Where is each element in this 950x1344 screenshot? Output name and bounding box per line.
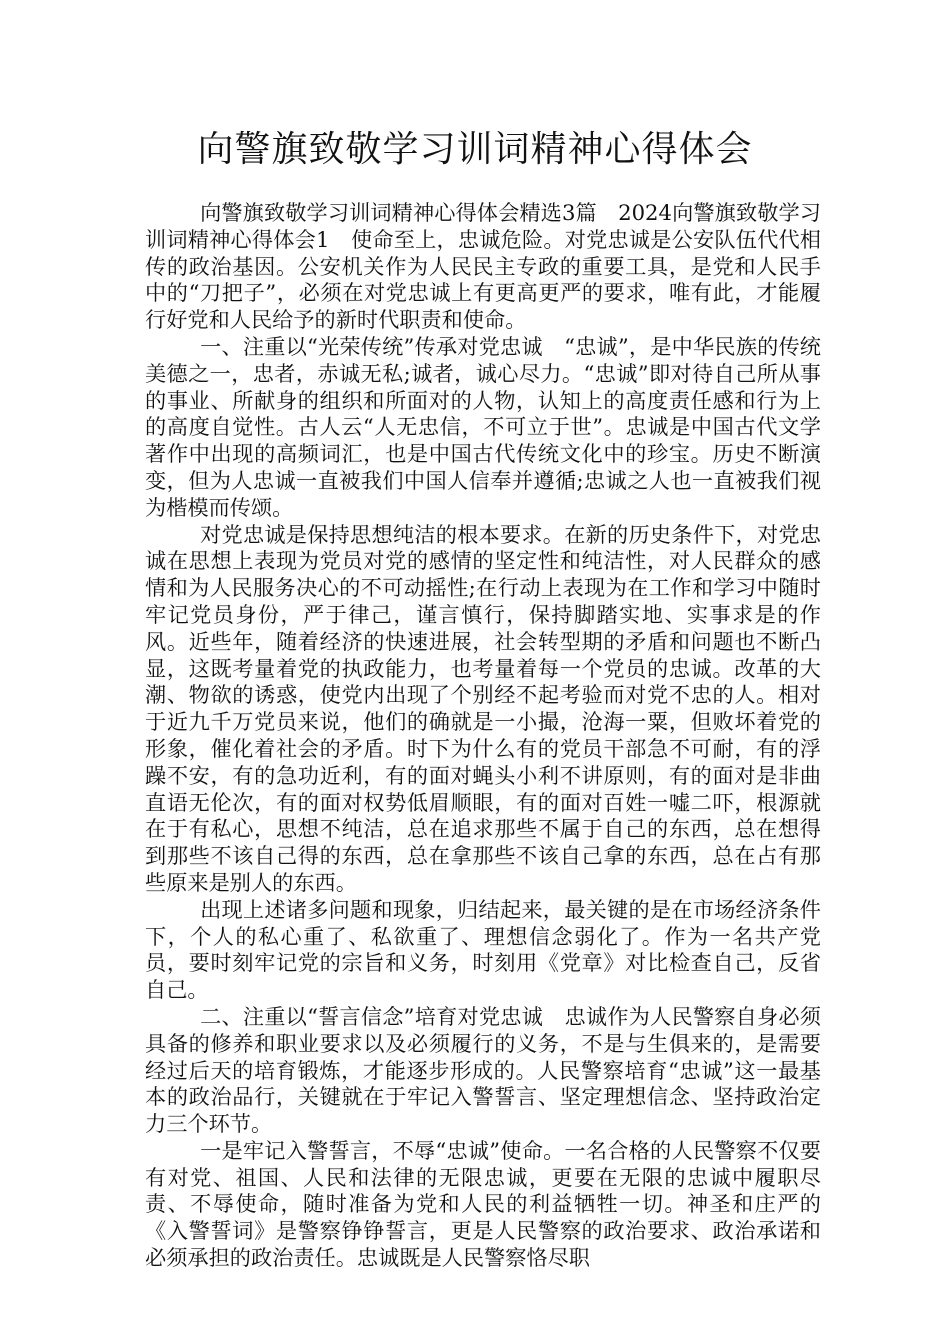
paragraph: 对党忠诚是保持思想纯洁的根本要求。在新的历史条件下，对党忠诚在思想上表现为党员对党的感情的坚定性和纯洁性，对人民群众的感情和为人民服务决心的不可动摇性;在行动上表现为在工作和学习中随时牢记党员身份，严于律己，谨言慎行，保持脚踏实地、实事求是的作风。近些年，随着经济的快速进展，社会转型期的矛盾和问题也不断凸显，这既考量着党的执政能力，也考量着每一个党员的忠诚。改革的大潮、物欲的诱惑，使党内出现了个别经不起考验而对党不忠的人。相对于近九千万党员来说，他们的确就是一小撮，沧海一粟，但败坏着党的形象，催化着社会的矛盾。时下为什么有的党员干部急不可耐，有的浮躁不安，有的急功近利，有的面对蝇头小利不讲原则，有的面对是非曲直语无伦次，有的面对权势低眉顺眼，有的面对百姓一嘘二吓，根源就在于有私心，思想不纯洁，总在追求那些不属于自己的东西，总在想得到那些不该自己得的东西，总在拿那些不该自己拿的东西，总在占有那些原来是别人的东西。	[145, 521, 821, 895]
paragraph: 一是牢记入警誓言，不辱“忠诚”使命。一名合格的人民警察不仅要有对党、祖国、人民和法律的无限忠诚，更要在无限的忠诚中履职尽责、不辱使命，随时准备为党和人民的利益牺牲一切。神圣和庄严的《入警誓词》是警察铮铮誓言，更是人民警察的政治要求、政治承诺和必须承担的政治责任。忠诚既是人民警察恪尽职	[145, 1137, 821, 1271]
paragraph: 一、注重以“光荣传统”传承对党忠诚 “忠诚”，是中华民族的传统美德之一，忠者，赤诚无私;诚者，诚心尽力。“忠诚”即对待自己所从事的事业、所献身的组织和所面对的人物，认知上的高度责任感和行为上的高度自觉性。古人云“人无忠信，不可立于世”。忠诚是中国古代文学著作中出现的高频词汇，也是中国古代传统文化中的珍宝。历史不断演变，但为人忠诚一直被我们中国人信奉并遵循;忠诚之人也一直被我们视为楷模而传颂。	[145, 333, 821, 520]
document-title: 向警旗致敬学习训词精神心得体会	[197, 129, 753, 170]
paragraph: 二、注重以“誓言信念”培育对党忠诚 忠诚作为人民警察自身必须具备的修养和职业要求以及必须履行的义务，不是与生俱来的，是需要经过后天的培育锻炼，才能逐步形成的。人民警察培育“忠诚”这一最基本的政治品行，关键就在于牢记入警誓言、坚定理想信念、坚持政治定力三个环节。	[145, 1003, 821, 1137]
paragraph: 出现上述诸多问题和现象，归结起来，最关键的是在市场经济条件下，个人的私心重了、私欲重了、理想信念弱化了。作为一名共产党员，要时刻牢记党的宗旨和义务，时刻用《党章》对比检查自己，反省自己。	[145, 896, 821, 1003]
document-body	[145, 200, 821, 1272]
paragraph: 向警旗致敬学习训词精神心得体会精选3篇 2024向警旗致敬学习训词精神心得体会1 使命至上，忠诚危险。对党忠诚是公安队伍代代相传的政治基因。公安机关作为人民民主专政的重要工具，是党和人民手中的“刀把子”，必须在对党忠诚上有更高更严的要求，唯有此，才能履行好党和人民给予的新时代职责和使命。	[145, 200, 821, 333]
